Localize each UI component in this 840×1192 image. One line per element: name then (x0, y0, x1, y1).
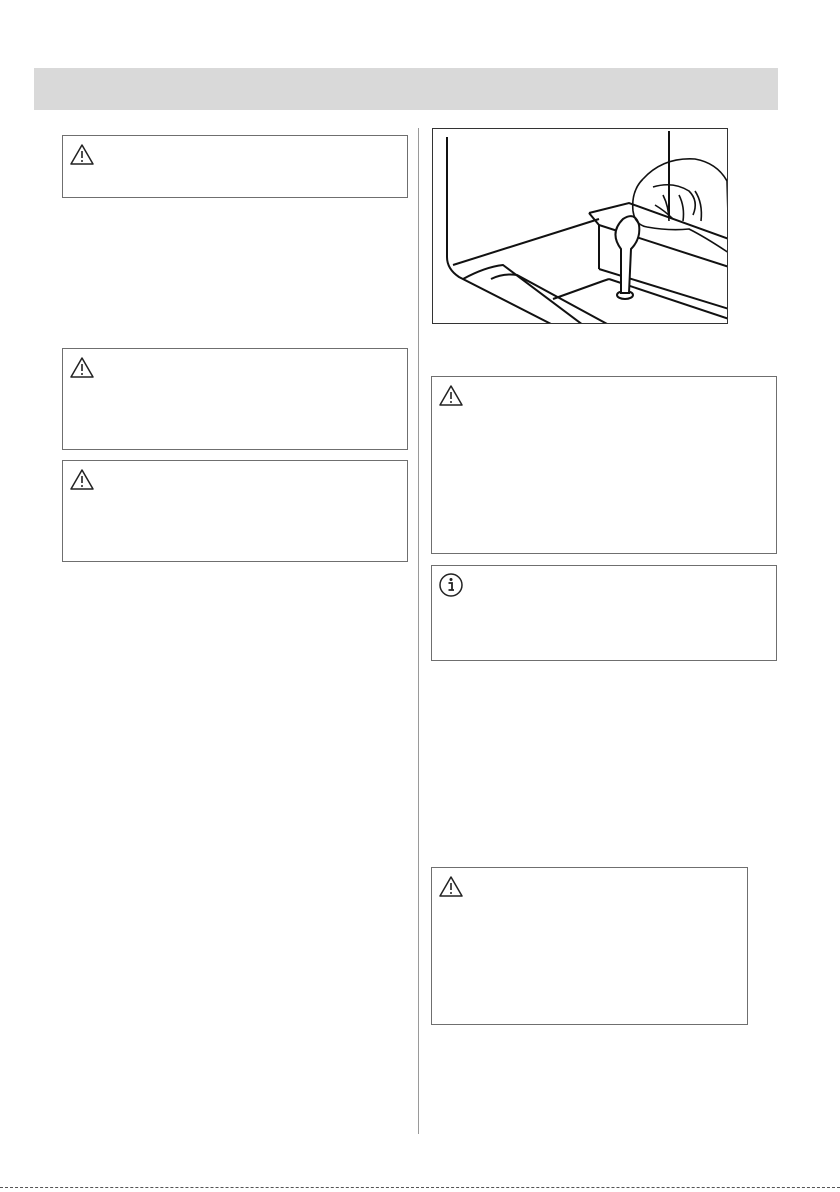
oven-drain-illustration (432, 128, 728, 324)
warning-box-1 (62, 135, 408, 198)
warning-triangle-icon (69, 355, 95, 381)
warning-box-3 (62, 460, 408, 562)
warning-box-5 (431, 867, 748, 1025)
info-box (431, 565, 777, 661)
warning-triangle-icon (438, 383, 464, 409)
info-circle-icon (438, 572, 464, 598)
warning-triangle-icon (69, 467, 95, 493)
page-bottom-rule (0, 1187, 840, 1188)
warning-box-2 (62, 348, 408, 450)
warning-triangle-icon (438, 874, 464, 900)
section-header-bar (34, 68, 778, 110)
warning-triangle-icon (69, 142, 95, 168)
column-divider (418, 128, 419, 1134)
warning-box-4 (431, 376, 777, 554)
